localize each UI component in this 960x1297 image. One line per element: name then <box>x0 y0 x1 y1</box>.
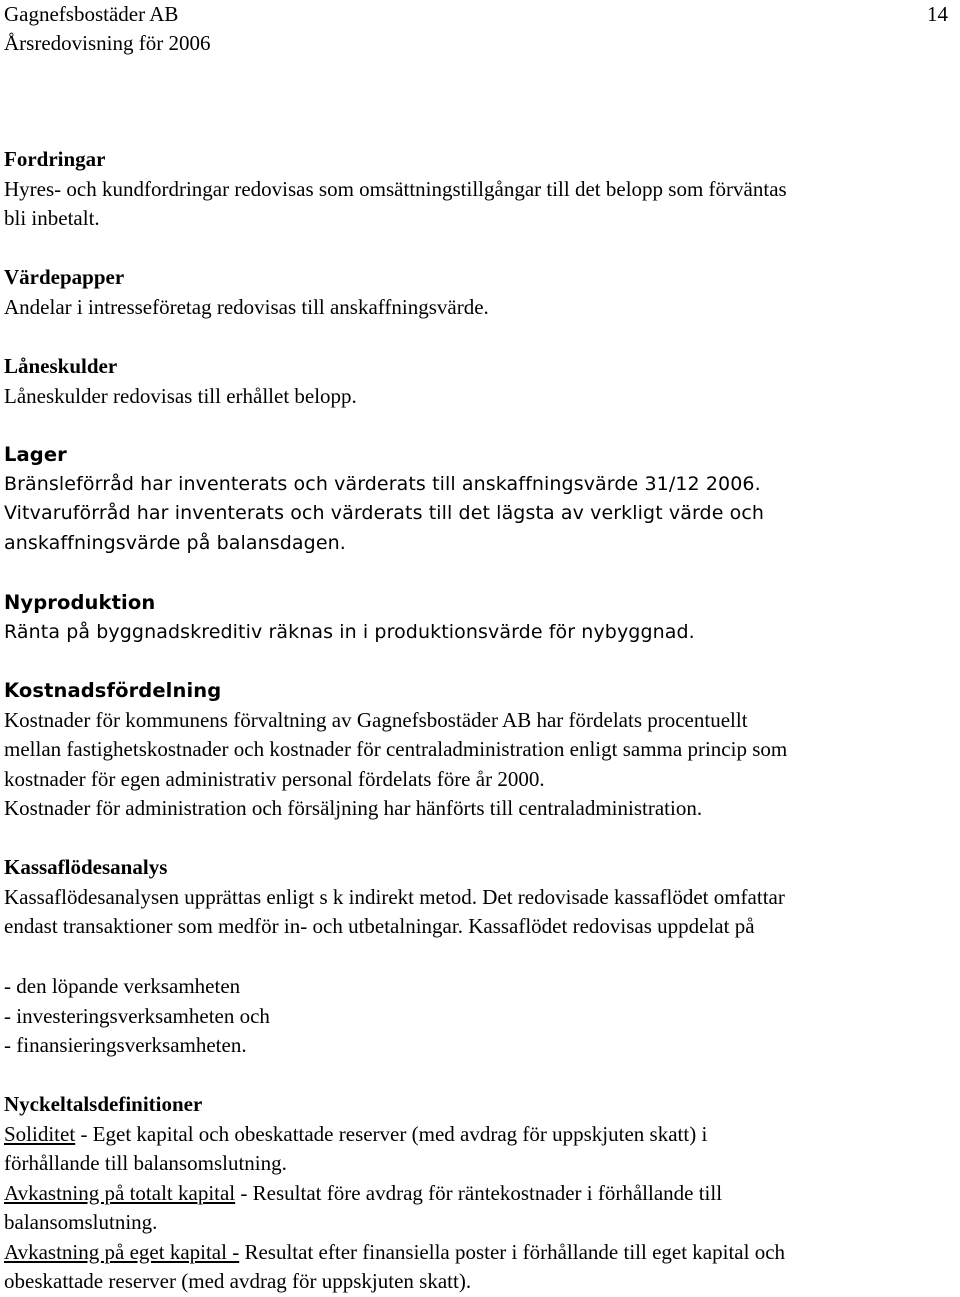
section-nyproduktion <box>4 588 695 647</box>
section-heading: Värdepapper <box>4 265 125 289</box>
paragraph-line: Kostnader för administration och försäljning har hänförts till centraladministration. <box>4 796 703 820</box>
company-name: Gagnefsbostäder AB <box>4 2 179 26</box>
page-number: 14 <box>927 2 948 26</box>
list-item: - den löpande verksamheten <box>4 974 241 998</box>
section-kostnadsfordelning <box>4 676 787 824</box>
definition-text: Resultat efter finansiella poster i förhållande till eget kapital och <box>239 1239 786 1264</box>
definition-avkastning-eget <box>4 1238 785 1268</box>
paragraph-line: endast transaktioner som medför in- och utbetalningar. Kassaflödet redovisas uppdelat på <box>4 914 755 938</box>
section-lager <box>4 440 764 558</box>
list-item: - investeringsverksamheten och <box>4 1003 270 1028</box>
definition-text: balansomslutning. <box>4 1210 158 1234</box>
definition-soliditet <box>4 1120 785 1150</box>
definition-text: obeskattade reserver (med avdrag för uppskjuten skatt). <box>4 1269 472 1293</box>
section-heading: Nyckeltalsdefinitioner <box>4 1092 203 1116</box>
term-soliditet: Soliditet <box>4 1121 76 1146</box>
list-item: - finansieringsverksamheten. <box>4 1033 247 1057</box>
paragraph-line: Ränta på byggnadskreditiv räknas in i produktionsvärde för nybyggnad. <box>4 620 695 643</box>
paragraph-line: Vitvaruförråd har inventerats och värderats till det lägsta av verkligt värde och <box>4 502 765 524</box>
paragraph-line: Andelar i intresseföretag redovisas till anskaffningsvärde. <box>4 294 489 319</box>
paragraph-line: Hyres- och kundfordringar redovisas som omsättningstillgångar till det belopp som förväntas <box>4 176 787 201</box>
section-kassaflodesanalys <box>4 853 785 942</box>
paragraph-line: Bränsleförråd har inventerats och värderats till anskaffningsvärde 31/12 2006. <box>4 472 761 495</box>
section-laneskulder <box>4 352 357 411</box>
paragraph-line: bli inbetalt. <box>4 206 100 230</box>
paragraph-line: Kassaflödesanalysen upprättas enligt s k indirekt metod. Det redovisade kassaflödet omfattar <box>4 884 785 909</box>
paragraph-line: kostnader för egen administrativ personal fördelats före år 2000. <box>4 766 545 791</box>
section-heading: Låneskulder <box>4 354 118 378</box>
section-heading: Kassaflödesanalys <box>4 855 168 879</box>
section-nyckeltalsdefinitioner <box>4 1090 785 1297</box>
report-title: Årsredovisning för 2006 <box>4 31 211 55</box>
section-fordringar <box>4 145 787 234</box>
section-heading: Kostnadsfördelning <box>4 679 222 702</box>
paragraph-line: Låneskulder redovisas till erhållet belopp. <box>4 383 357 408</box>
definition-text: - Resultat före avdrag för räntekostnader i förhållande till <box>235 1180 723 1205</box>
definition-text: förhållande till balansomslutning. <box>4 1151 287 1175</box>
document-page <box>4 0 958 1293</box>
term-avkastning-eget: Avkastning på eget kapital - <box>4 1239 240 1264</box>
section-heading: Lager <box>4 443 67 466</box>
paragraph-line: mellan fastighetskostnader och kostnader för centraladministration enligt samma princip som <box>4 737 788 761</box>
term-avkastning-totalt: Avkastning på totalt kapital <box>4 1180 236 1205</box>
paragraph-line: anskaffningsvärde på balansdagen. <box>4 531 346 554</box>
page-header <box>4 0 958 58</box>
definition-avkastning-totalt <box>4 1179 785 1209</box>
cashflow-list <box>4 972 270 1061</box>
definition-text: - Eget kapital och obeskattade reserver (med avdrag för uppskjuten skatt) i <box>75 1121 708 1146</box>
paragraph-line: Kostnader för kommunens förvaltning av Gagnefsbostäder AB har fördelats procentuellt <box>4 707 748 732</box>
section-heading: Fordringar <box>4 147 106 171</box>
section-vardepapper <box>4 263 489 322</box>
section-heading: Nyproduktion <box>4 591 156 614</box>
